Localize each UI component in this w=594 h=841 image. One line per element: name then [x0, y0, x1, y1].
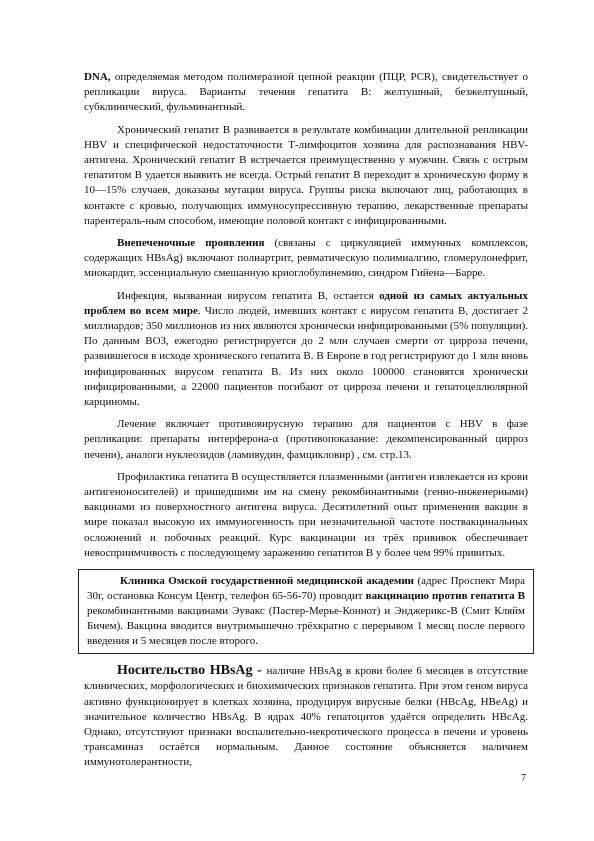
paragraph-extrahepatic: [84, 236, 528, 282]
term-hbsag-carriage: Носительство HBsAg -: [117, 663, 267, 679]
paragraph-treatment: [84, 417, 528, 463]
term-treatment: Лечение: [117, 418, 157, 431]
paragraph-treatment-text: включает противовирусную терапию для пациентов с HBV в фазе репликации: препараты интерферона-α (противопоказание: декомпенсированный цирроз печени), аналоги нуклеозидов (ламивудин, фамцикловир) , см. стр.13.: [84, 418, 528, 461]
paragraph-prophylaxis: [84, 470, 528, 561]
paragraph-dna-text: определяемая методом полимеразной цепной реакции (ПЦР, PCR), свидетельствует о репликации вируса. Варианты течения гепатита В: желтушный, безжелтушный, субклинический, фульминантный.: [84, 71, 528, 114]
vaccination-details: рекомбинантными вакцинами Эувакс (Пастер-Мерье-Коннот) и Энджерикс-В (Смит Кляйм Бичем). Вакцина вводится внутримышечно трёхкратно с перерывом 1 месяц после первого введения и 5 месяцев после второго.: [87, 605, 525, 648]
paragraph-hbsag-carriage: [84, 663, 528, 770]
term-extrahepatic: Внепеченочные проявления: [117, 237, 265, 250]
paragraph-chronic-hepatitis: Хронический гепатит В развивается в результате комбинации длительной репликации HBV и специфической недостаточности Т-лимфоцитов хозяина для распознавания HBV-антигена. Хронический гепатит В встречается преимущественно у мужчин. Связь с острым гепатитом В удается выявить не всегда. Острый гепатит В переходит в хроническую форму в 10—15% случаев, доказаны мутации вируса. Группы риска включают лиц, работающих в контакте с кровью, получающих иммуносупрессивную терапию, лекарственные препараты парентераль-ным способом, имеющие половой контакт с инфицированными.: [84, 123, 528, 227]
paragraph-infection-pre: Инфекция, вызванная вирусом гепатита В, остается: [117, 289, 380, 302]
paragraph-infection-text: . Число людей, имевших контакт с вирусом гепатита В, достигает 2 миллиардов; 350 миллионов из них являются хронически инфицированными (5% популяции). По данным ВОЗ, ежегодно регистрируется до 2 млн случаев смерти от цирроза печени, развившегося в исходе хронического гепатита В. В Европе в год регистрируют до 1 млн вновь инфицированных вирусом гепатита В. Из них около 100000 становятся хронически инфицированными, а 22000 пациентов погибают от цирроза печени и гепатоцеллюлярной карциномы.: [84, 304, 528, 409]
paragraph-hbsag-carriage-text: наличие HBsAg в крови более 6 месяцев в отсутствие клинических, морфологических и биохимических признаков гепатита. При этом геном вируса активно функционирует в клетках хозяина, продуцируя вирусные белки (HBcAg, HBeAg) и значительное количество HBsAg. В ядрах 40% гепатоцитов удаётся определить HBcAg. Однако, отсутствуют признаки воспалительно-некротического процесса в печени и уровень трансаминаз остаётся нормальным. Данное состояние объясняется наличием иммунотолерантности,: [84, 665, 528, 769]
term-global-problem: одной из самых актуальных проблем во всем мире: [84, 289, 528, 317]
term-prophylaxis: Профилактика: [117, 470, 186, 483]
clinic-vaccination-box: [78, 569, 534, 654]
term-dna: DNA,: [84, 71, 111, 83]
clinic-address: (адрес Проспект Мира 30г, остановка Консум Центр, телефон 65-56-70) проводит: [87, 575, 525, 603]
vaccination-phrase: вакцинацию против гепатита В: [365, 590, 525, 603]
page-number: 7: [521, 773, 526, 784]
clinic-name: Клиника Омской государственной медицинской академии: [120, 575, 415, 588]
paragraph-prophylaxis-text: гепатита В осуществляется плазменными (антиген извлекается из крови антигеноносителей) и пришедшими им на смену рекомбинантными (генно-инженерными) вакцинами из поверхностного антигена вируса. Десятилетний опыт применения вакцин в мире показал высокую их иммуногенность при незначительной частоте поствакцинальных осложнений и побочных реакций. Курс вакцинации из трёх прививок обеспечивает невосприимчивость с последующему заражению гепатитов В у более чем 99% привитых.: [84, 470, 528, 559]
paragraph-infection: [84, 289, 528, 411]
paragraph-dna: [84, 70, 528, 116]
paragraph-extrahepatic-text: (связаны с циркуляцией иммунных комплексов, содержащих HBsAg) включают полиартрит, ревматическую полимиалгию, гломерулонефрит, миокардит, эссенциальную смешанную криоглобулинемию, синдром Гийена—Барре.: [84, 237, 529, 280]
